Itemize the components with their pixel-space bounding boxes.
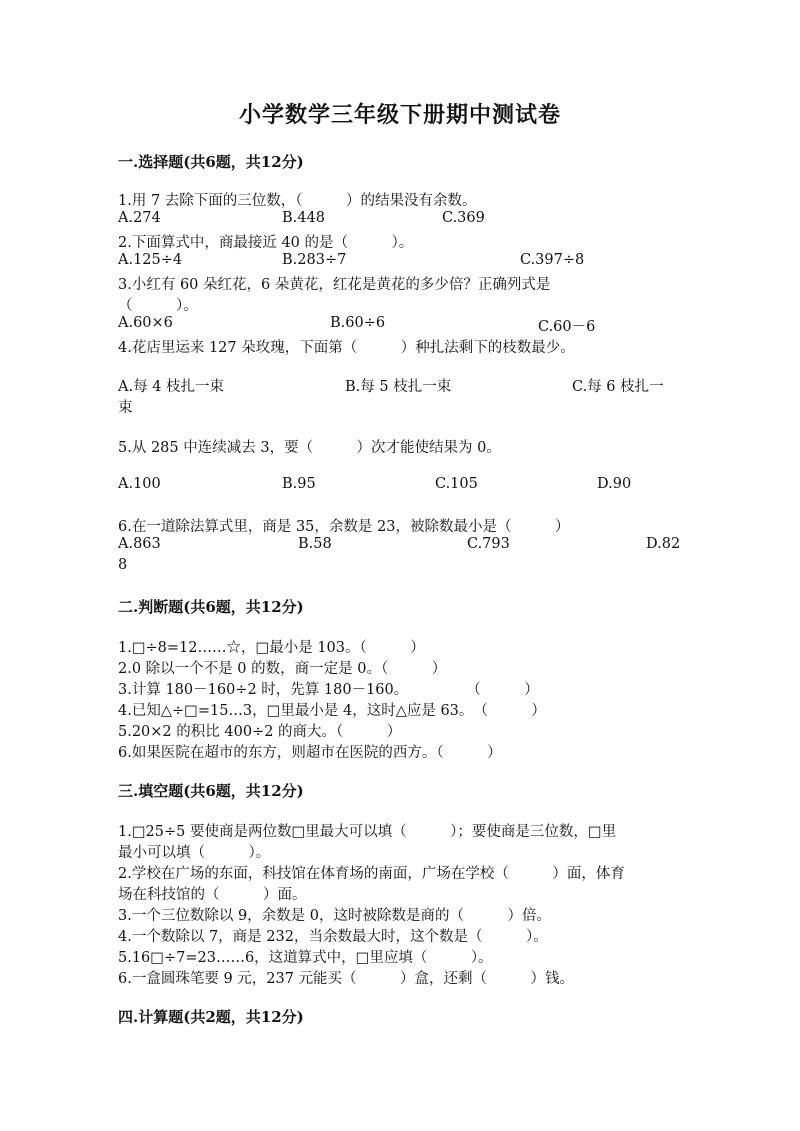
question-4-stem: 4.花店里运来 127 朵玫瑰，下面第（ ）种扎法剩下的枝数最少。 xyxy=(118,340,575,356)
q4-option-b: B.每 5 枝扎一束 xyxy=(345,379,452,395)
question-1-stem: 1.用 7 去除下面的三位数，（ ）的结果没有余数。 xyxy=(118,193,477,209)
fill-blank-line: 2.学校在广场的东面，科技馆在体育场的南面，广场在学校（ ）面，体育 xyxy=(118,866,625,882)
q6-option-c: C.793 xyxy=(467,536,510,552)
judgement-item: 1.□÷8=12……☆，□最小是 103。（ ） xyxy=(118,640,425,656)
q6-option-a: A.863 xyxy=(118,536,161,552)
fill-blank-line: 场在科技馆的（ ）面。 xyxy=(118,887,307,903)
q5-option-c: C.105 xyxy=(435,476,478,492)
q3-option-c: C.60－6 xyxy=(538,319,596,335)
section-heading-fill-blank: 三.填空题(共6题，共12分) xyxy=(118,782,304,800)
section-heading-calculation: 四.计算题(共2题，共12分) xyxy=(118,1008,304,1026)
section-heading-judgement: 二.判断题(共6题，共12分) xyxy=(118,598,304,616)
q4-option-a: A.每 4 枝扎一束 xyxy=(118,379,225,395)
q1-option-c: C.369 xyxy=(442,210,485,226)
q6-option-b: B.58 xyxy=(298,536,332,552)
section-heading-choice: 一.选择题(共6题，共12分) xyxy=(118,153,304,171)
q4-option-c: C.每 6 枝扎一 xyxy=(572,379,664,395)
q5-option-a: A.100 xyxy=(118,476,161,492)
page-title: 小学数学三年级下册期中测试卷 xyxy=(238,102,561,128)
q2-option-a: A.125÷4 xyxy=(118,252,183,268)
q3-option-b: B.60÷6 xyxy=(330,315,386,331)
question-3-stem-line-2: （ ）。 xyxy=(118,298,198,314)
question-3-stem-line-1: 3.小红有 60 朵红花，6 朵黄花，红花是黄花的多少倍？正确列式是 xyxy=(118,277,551,293)
q6-option-d: D.82 xyxy=(646,536,681,552)
q2-option-c: C.397÷8 xyxy=(520,252,585,268)
q1-option-b: B.448 xyxy=(282,210,325,226)
q5-option-d: D.90 xyxy=(597,476,632,492)
q4-option-c-wrap: 束 xyxy=(118,400,133,416)
question-5-stem: 5.从 285 中连续减去 3，要（ ）次才能使结果为 0。 xyxy=(118,440,501,456)
fill-blank-line: 3.一个三位数除以 9，余数是 0，这时被除数是商的（ ）倍。 xyxy=(118,908,552,924)
question-6-stem: 6.在一道除法算式里，商是 35，余数是 23，被除数最小是（ ） xyxy=(118,519,570,535)
fill-blank-line: 4.一个数除以 7，商是 232，当余数最大时，这个数是（ ）。 xyxy=(118,929,548,945)
fill-blank-line: 6.一盒圆珠笔要 9 元，237 元能买（ ）盒，还剩（ ）钱。 xyxy=(118,971,575,987)
judgement-item: 5.20×2 的积比 400÷2 的商大。（ ） xyxy=(118,724,402,740)
q6-option-d-wrap: 8 xyxy=(118,557,128,573)
q2-option-b: B.283÷7 xyxy=(282,252,347,268)
fill-blank-line: 5.16□÷7=23……6，这道算式中，□里应填（ ）。 xyxy=(118,950,493,966)
q3-option-a: A.60×6 xyxy=(118,315,173,331)
fill-blank-line: 最小可以填（ ）。 xyxy=(118,845,271,861)
judgement-item: 6.如果医院在超市的东方，则超市在医院的西方。（ ） xyxy=(118,745,502,761)
fill-blank-line: 1.□25÷5 要使商是两位数□里最大可以填（ ）；要使商是三位数，□里 xyxy=(118,824,617,840)
judgement-item: 3.计算 180－160÷2 时，先算 180－160。 （ ） xyxy=(118,682,539,698)
q1-option-a: A.274 xyxy=(118,210,161,226)
judgement-item: 4.已知△÷□=15…3，□里最小是 4，这时△应是 63。 （ ） xyxy=(118,703,546,719)
question-2-stem: 2.下面算式中，商最接近 40 的是（ ）。 xyxy=(118,235,414,251)
judgement-item: 2.0 除以一个不是 0 的数，商一定是 0。（ ） xyxy=(118,661,447,677)
q5-option-b: B.95 xyxy=(282,476,316,492)
